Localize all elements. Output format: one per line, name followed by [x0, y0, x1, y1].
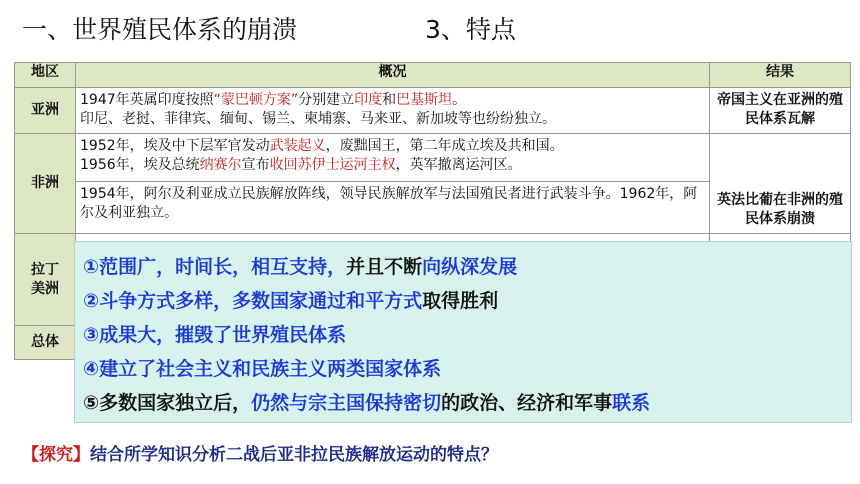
asia-overview: 1947年英属印度按照“蒙巴顿方案”分别建立印度和巴基斯坦。 印尼、老挝、菲律宾、缅甸、锡兰、柬埔寨、马来亚、新加坡等也纷纷独立。: [76, 88, 710, 134]
characteristics-box: [74, 241, 852, 423]
header-overview: 概况: [76, 63, 710, 88]
table-row-africa-egypt: [15, 134, 851, 182]
africa-egypt-overview: 1952年，埃及中下层军官发动武装起义，废黜国王，第二年成立埃及共和国。 1956年，埃及总统纳赛尔宣布收回苏伊士运河主权，英军撤离运河区。: [76, 134, 710, 182]
header-result: 结果: [710, 63, 851, 88]
title-main: 一、世界殖民体系的崩溃: [22, 15, 298, 44]
header-region: 地区: [15, 63, 76, 88]
table-row-asia: [15, 88, 851, 134]
point-3: ③成果大，摧毁了世界殖民体系: [83, 324, 347, 346]
point-2: ②斗争方式多样，多数国家通过和平方式取得胜利: [83, 290, 499, 312]
point-5: ⑤多数国家独立后，仍然与宗主国保持密切的政治、经济和军事联系: [83, 392, 651, 414]
region-asia: 亚洲: [15, 88, 76, 134]
slide-title: [22, 10, 516, 46]
title-sub: 3、特点: [425, 15, 516, 44]
explore-text: 结合所学知识分析二战后亚非拉民族解放运动的特点？: [90, 445, 498, 465]
asia-result: 帝国主义在亚洲的殖民体系瓦解: [710, 88, 851, 134]
region-latam: 拉丁美洲: [15, 234, 76, 326]
region-africa: 非洲: [15, 134, 76, 234]
africa-algeria-overview: 1954年，阿尔及利亚成立民族解放阵线，领导民族解放军与法国殖民者进行武装斗争。1962年，阿尔及利亚独立。: [76, 182, 710, 234]
africa-result: 英法比葡在非洲的殖民体系崩溃: [710, 134, 851, 234]
point-1: ①范围广，时间长，相互支持，并且不断向纵深发展: [83, 256, 518, 278]
explore-tag: 【探究】: [22, 445, 90, 465]
table-header-row: [15, 63, 851, 88]
region-total: 总体: [15, 326, 76, 360]
point-4: ④建立了社会主义和民族主义两类国家体系: [83, 358, 442, 380]
explore-question: [22, 440, 498, 465]
